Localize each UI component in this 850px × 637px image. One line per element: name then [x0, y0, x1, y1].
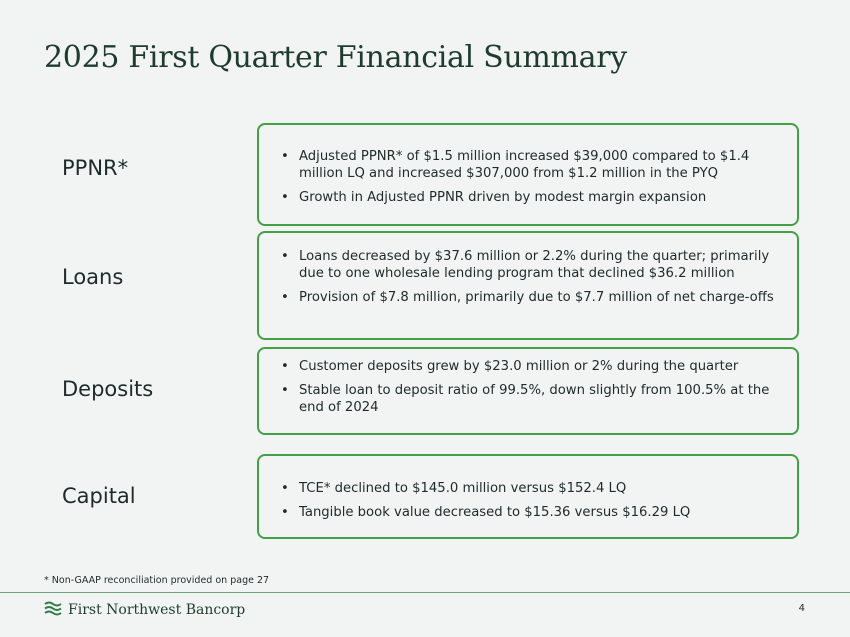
section-label-capital: Capital	[62, 484, 136, 508]
section-box-ppnr	[257, 123, 799, 226]
wave-icon	[44, 600, 62, 620]
footer-divider	[0, 592, 850, 593]
footnote: * Non-GAAP reconciliation provided on page 27	[44, 575, 270, 586]
bullet-item: • TCE* declined to $145.0 million versus $152.4 LQ	[281, 480, 787, 497]
bullet-item: • Customer deposits grew by $23.0 million or 2% during the quarter	[281, 358, 787, 375]
bullet-item: • Loans decreased by $37.6 million or 2.2% during the quarter; primarily due to one wholesale lending program that declined $36.2 million	[281, 248, 787, 282]
section-label-loans: Loans	[62, 265, 124, 289]
logo	[44, 600, 245, 620]
bullet-item: • Growth in Adjusted PPNR driven by modest margin expansion	[281, 189, 787, 206]
page-title: 2025 First Quarter Financial Summary	[44, 40, 627, 75]
section-label-ppnr: PPNR*	[62, 156, 129, 180]
page-number: 4	[798, 603, 805, 614]
bullet-item: • Tangible book value decreased to $15.36 versus $16.29 LQ	[281, 504, 787, 521]
bullet-item: • Stable loan to deposit ratio of 99.5%, down slightly from 100.5% at the end of 2024	[281, 382, 787, 416]
logo-text: First Northwest Bancorp	[68, 602, 246, 618]
section-label-deposits: Deposits	[62, 377, 154, 401]
section-box-deposits	[257, 347, 799, 435]
section-box-capital	[257, 454, 799, 539]
bullet-item: • Provision of $7.8 million, primarily due to $7.7 million of net charge-offs	[281, 289, 787, 306]
section-box-loans	[257, 231, 799, 340]
bullet-item: • Adjusted PPNR* of $1.5 million increased $39,000 compared to $1.4 million LQ and increased $307,000 from $1.2 million in the PYQ	[281, 148, 787, 182]
